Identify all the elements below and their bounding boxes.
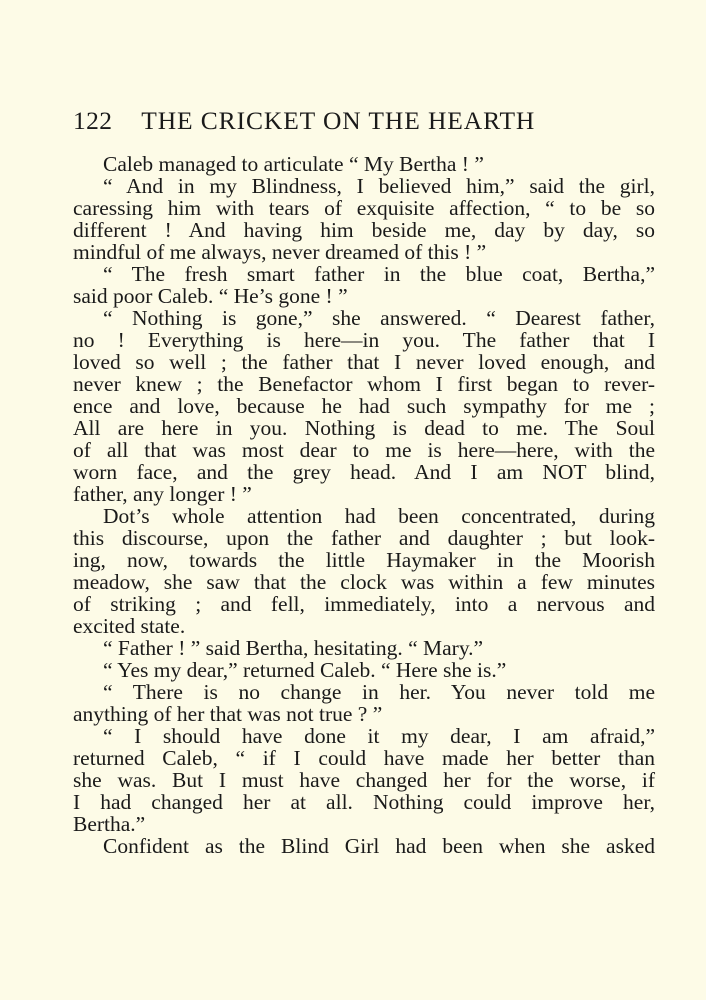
text-line: Dot’s whole attention had been concentrated, during <box>103 504 655 528</box>
text-line: of all that was most dear to me is here—here, with the <box>73 438 655 462</box>
text-line: meadow, she saw that the clock was within a few minutes <box>73 570 655 594</box>
text-line: I had changed her at all. Nothing could improve her, <box>73 790 655 814</box>
text-line: “ The fresh smart father in the blue coat, Bertha,” <box>103 262 655 286</box>
text-line: different ! And having him beside me, day by day, so <box>73 218 655 242</box>
text-line: “ Yes my dear,” returned Caleb. “ Here she is.” <box>103 658 507 682</box>
text-line: excited state. <box>73 614 186 638</box>
text-line: ence and love, because he had such sympathy for me ; <box>73 394 655 418</box>
text-line: loved so well ; the father that I never loved enough, and <box>73 350 655 374</box>
text-line: Confident as the Blind Girl had been when she asked <box>103 834 655 858</box>
text-line: anything of her that was not true ? ” <box>73 702 383 726</box>
text-line: ing, now, towards the little Haymaker in the Moorish <box>73 548 655 572</box>
text-line: “ There is no change in her. You never told me <box>103 680 655 704</box>
text-line: returned Caleb, “ if I could have made her better than <box>73 746 655 770</box>
page-header <box>73 106 633 142</box>
text-line: mindful of me always, never dreamed of this ! ” <box>73 240 487 264</box>
text-line: worn face, and the grey head. And I am NOT blind, <box>73 460 655 484</box>
running-title: THE CRICKET ON THE HEARTH <box>141 106 536 135</box>
page-number: 122 <box>73 106 113 135</box>
text-line: of striking ; and fell, immediately, into a nervous and <box>73 592 655 616</box>
text-line: never knew ; the Benefactor whom I first began to rever- <box>73 372 655 396</box>
text-line: father, any longer ! ” <box>73 482 252 506</box>
body-text <box>73 153 655 857</box>
text-line: “ And in my Blindness, I believed him,” said the girl, <box>103 174 655 198</box>
text-line: said poor Caleb. “ He’s gone ! ” <box>73 284 348 308</box>
text-line: she was. But I must have changed her for the worse, if <box>73 768 655 792</box>
text-line: “ Nothing is gone,” she answered. “ Dearest father, <box>103 306 655 330</box>
text-line: no ! Everything is here—in you. The father that I <box>73 328 655 352</box>
text-line: this discourse, upon the father and daughter ; but look- <box>73 526 655 550</box>
text-line: “ Father ! ” said Bertha, hesitating. “ Mary.” <box>103 636 484 660</box>
text-line: All are here in you. Nothing is dead to me. The Soul <box>73 416 655 440</box>
text-line: caressing him with tears of exquisite affection, “ to be so <box>73 196 655 220</box>
text-line: Caleb managed to articulate “ My Bertha ! ” <box>103 152 484 176</box>
text-line: “ I should have done it my dear, I am afraid,” <box>103 724 655 748</box>
text-line: Bertha.” <box>73 812 146 836</box>
